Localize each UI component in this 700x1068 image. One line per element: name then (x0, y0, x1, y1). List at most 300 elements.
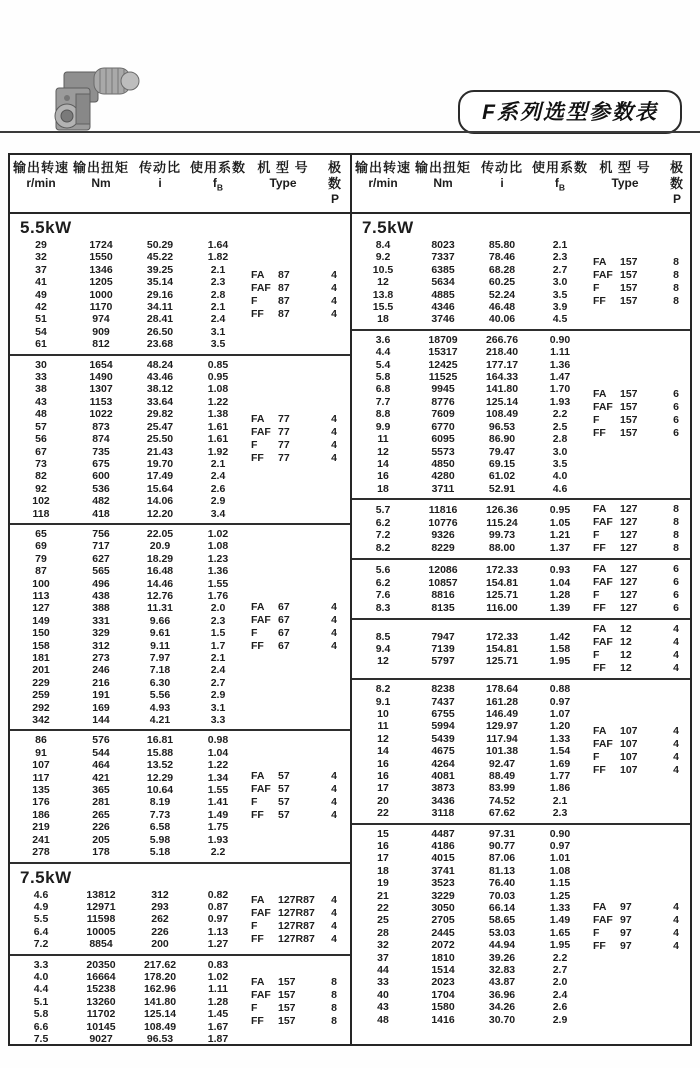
service-factor-value: 2.4 (210, 664, 226, 677)
output-speed-value: 3.6 (375, 333, 391, 346)
spec-row (10, 359, 246, 371)
output-speed-value: 67 (35, 445, 47, 458)
pole-count: 4 (331, 439, 337, 452)
pole-count: 6 (673, 589, 679, 602)
output-torque-value: 1170 (89, 301, 113, 314)
output-torque-value: 9027 (89, 1032, 113, 1044)
spec-row (352, 1014, 588, 1026)
output-torque-value: 6385 (431, 263, 455, 276)
model-prefix: FAF (593, 576, 613, 589)
output-torque-value: 1416 (431, 1013, 455, 1026)
model-prefix: FF (593, 764, 606, 777)
model-size: 87 (278, 307, 290, 320)
model-prefix: FF (593, 542, 606, 555)
service-factor-value: 1.41 (207, 796, 229, 809)
right-column-group (350, 214, 690, 1044)
model-prefix: FF (251, 932, 264, 945)
model-size: 107 (620, 751, 638, 764)
pole-count: 4 (331, 614, 337, 627)
col-header-output-torque: 输出扭矩 Nm (72, 160, 129, 190)
spec-row (352, 359, 588, 371)
output-speed-value: 5.1 (33, 995, 49, 1008)
output-speed-value: 16 (377, 769, 389, 782)
spec-row (10, 289, 246, 301)
model-type (246, 989, 319, 1002)
output-torque-value: 8816 (431, 589, 455, 602)
col-header-service-factor: 使用系数 $f_B$ (190, 160, 247, 193)
col-header-output-speed: 输出转速 r/min (12, 160, 69, 190)
output-torque-value: 10776 (428, 516, 458, 529)
spec-row (352, 264, 588, 276)
pole-count: 6 (673, 401, 679, 414)
model-prefix: F (593, 282, 600, 295)
service-factor-value: 1.02 (207, 970, 229, 983)
service-factor-value: 1.33 (549, 902, 571, 915)
model-type (588, 927, 661, 940)
spec-row (352, 1001, 588, 1013)
model-prefix: FF (251, 1014, 264, 1027)
service-factor-value: 1.39 (549, 601, 571, 614)
spec-row (352, 504, 588, 516)
output-speed-value: 6.2 (375, 576, 391, 589)
output-speed-value: 6.4 (33, 925, 49, 938)
output-speed-value: 32 (35, 251, 47, 264)
service-factor-value: 4.0 (552, 470, 568, 483)
output-speed-value: 149 (32, 614, 50, 627)
type-row (246, 920, 349, 933)
output-torque-value: 1346 (89, 263, 113, 276)
spec-row (352, 877, 588, 889)
spec-row (10, 796, 246, 808)
ratio-value: 16.81 (146, 734, 174, 747)
model-size: 87 (278, 281, 290, 294)
pole-count: 4 (331, 281, 337, 294)
type-block (246, 413, 349, 465)
output-torque-value: 5994 (431, 720, 455, 733)
data-rows (352, 683, 588, 819)
ratio-value: 12.20 (146, 507, 174, 520)
ratio-value: 58.65 (488, 914, 516, 927)
service-factor-value: 2.1 (210, 263, 226, 276)
service-factor-value: 0.90 (549, 333, 571, 346)
type-row (588, 914, 690, 927)
model-prefix: FA (251, 893, 265, 906)
table-header-left-group (10, 155, 350, 212)
service-factor-value: 1.69 (549, 757, 571, 770)
pole-count: 8 (673, 256, 679, 269)
spec-row (10, 689, 246, 701)
output-torque-value: 312 (92, 639, 110, 652)
ratio-value: 61.02 (488, 470, 516, 483)
ratio-value: 164.33 (485, 371, 519, 384)
service-factor-value: 0.85 (207, 358, 229, 371)
pole-count: 4 (331, 783, 337, 796)
output-torque-value: 6770 (431, 420, 455, 433)
model-size: 97 (620, 913, 632, 926)
output-speed-value: 7.6 (375, 589, 391, 602)
spec-row (352, 602, 588, 614)
model-size: 127 (620, 529, 638, 542)
output-speed-value: 54 (35, 325, 47, 338)
model-type (246, 894, 319, 907)
type-row (246, 614, 349, 627)
spec-row (10, 983, 246, 995)
spec-row (352, 577, 588, 589)
pole-count: 4 (331, 770, 337, 783)
type-row (246, 413, 349, 426)
spec-row (10, 508, 246, 520)
left-column-group (10, 214, 350, 1044)
pole-count: 8 (331, 988, 337, 1001)
type-row (588, 649, 690, 662)
ratio-value: 68.28 (488, 263, 516, 276)
service-factor-value: 0.97 (549, 695, 571, 708)
service-factor-value: 2.0 (210, 602, 226, 615)
type-block (246, 976, 349, 1028)
output-speed-value: 12 (377, 732, 389, 745)
output-speed-value: 28 (377, 926, 389, 939)
service-factor-value: 3.9 (552, 301, 568, 314)
power-rating-label: 7.5kW (20, 867, 72, 887)
model-size: 127 (620, 516, 638, 529)
output-speed-value: 82 (35, 470, 47, 483)
output-torque-value: 3741 (431, 864, 455, 877)
output-torque-value: 3229 (431, 889, 455, 902)
model-size: 157 (620, 256, 638, 269)
model-prefix: FAF (593, 401, 613, 414)
output-speed-value: 4.9 (33, 900, 49, 913)
type-block (588, 563, 690, 615)
ratio-value: 18.29 (146, 552, 174, 565)
output-speed-value: 22 (377, 807, 389, 820)
service-factor-value: 1.11 (550, 346, 570, 359)
type-row (588, 542, 690, 555)
service-factor-value: 2.3 (552, 807, 568, 820)
pole-count: 4 (331, 906, 337, 919)
model-prefix: F (593, 529, 600, 542)
pole-count: 4 (673, 623, 679, 636)
output-torque-value: 6095 (431, 433, 455, 446)
type-row (588, 563, 690, 576)
service-factor-value: 3.3 (210, 714, 226, 727)
ratio-value: 10.64 (146, 784, 174, 797)
type-row (588, 388, 690, 401)
ratio-value: 7.97 (149, 652, 171, 664)
spec-row (352, 383, 588, 395)
type-block (588, 256, 690, 308)
ratio-value: 34.11 (147, 301, 173, 314)
output-speed-value: 19 (377, 877, 389, 890)
spec-row (10, 338, 246, 350)
spec-row (10, 301, 246, 313)
service-factor-value: 2.6 (552, 1001, 568, 1014)
model-prefix: FA (593, 623, 607, 636)
ratio-value: 126.36 (485, 504, 519, 517)
service-factor-value: 1.28 (207, 995, 229, 1008)
spec-row (352, 745, 588, 757)
ratio-value: 52.24 (488, 288, 516, 301)
ratio-value: 21.43 (146, 445, 174, 458)
ratio-value: 172.33 (485, 564, 519, 577)
model-type (246, 809, 319, 822)
model-prefix: F (251, 919, 258, 932)
output-speed-value: 5.7 (375, 504, 391, 517)
ratio-value: 7.73 (149, 808, 171, 821)
service-factor-value: 1.49 (207, 808, 229, 821)
service-factor-value: 1.28 (549, 589, 571, 602)
ratio-value: 32.83 (488, 964, 516, 977)
ratio-value: 115.24 (486, 516, 518, 529)
service-factor-value: 1.11 (208, 983, 228, 996)
output-speed-value: 16 (377, 470, 389, 483)
output-torque-value: 226 (92, 821, 110, 834)
spec-row (10, 640, 246, 652)
service-factor-value: 2.8 (552, 433, 568, 446)
service-factor-value: 1.70 (549, 383, 571, 396)
ratio-value: 29.16 (146, 288, 174, 301)
output-torque-value: 7139 (431, 642, 455, 655)
output-speed-value: 20 (377, 794, 389, 807)
spec-row (10, 528, 246, 540)
pole-count: 4 (331, 601, 337, 614)
service-factor-value: 1.38 (207, 408, 229, 421)
service-factor-value: 1.77 (549, 769, 571, 782)
ratio-value: 162.96 (143, 983, 177, 996)
output-speed-value: 342 (32, 714, 50, 727)
output-speed-value: 12 (377, 445, 389, 458)
service-factor-value: 1.08 (207, 383, 229, 396)
pole-count: 8 (331, 975, 337, 988)
output-torque-value: 1022 (89, 408, 113, 421)
output-speed-value: 37 (35, 263, 47, 276)
output-speed-value: 30 (35, 358, 47, 371)
ratio-value: 4.93 (149, 701, 171, 714)
type-row (246, 426, 349, 439)
ratio-value: 9.66 (149, 614, 171, 627)
output-speed-value: 42 (35, 301, 47, 314)
model-type (246, 452, 319, 465)
ratio-value: 5.98 (149, 833, 171, 846)
type-block (246, 770, 349, 822)
service-factor-value: 2.8 (210, 288, 226, 301)
type-row (588, 927, 690, 940)
service-factor-value: 1.33 (549, 732, 571, 745)
pole-count: 8 (331, 1001, 337, 1014)
model-size: 157 (620, 269, 638, 282)
output-torque-value: 1580 (431, 1001, 455, 1014)
ratio-value: 15.88 (146, 746, 174, 759)
model-size: 157 (278, 975, 296, 988)
spec-section (10, 954, 350, 1044)
output-torque-value: 2705 (431, 914, 455, 927)
output-torque-value: 4264 (431, 757, 455, 770)
model-prefix: F (251, 627, 258, 640)
model-type (246, 601, 319, 614)
output-speed-value: 22 (377, 902, 389, 915)
output-speed-value: 69 (35, 540, 47, 553)
output-speed-value: 14 (377, 745, 389, 758)
service-factor-value: 1.22 (207, 395, 229, 408)
type-row (246, 770, 349, 783)
output-torque-value: 2023 (431, 976, 455, 989)
spec-row (10, 408, 246, 420)
ratio-value: 20.9 (149, 540, 171, 553)
spec-row (10, 326, 246, 338)
type-row (588, 295, 690, 308)
model-size: 127 (620, 542, 638, 555)
section-body (352, 623, 690, 675)
output-torque-value: 8229 (431, 541, 455, 554)
spec-row (352, 696, 588, 708)
spec-row (10, 959, 246, 971)
ratio-value: 78.46 (488, 251, 516, 264)
service-factor-value: 2.1 (210, 301, 226, 314)
spec-row (10, 578, 246, 590)
output-torque-value: 169 (92, 701, 110, 714)
model-size: 127 (620, 602, 638, 615)
output-torque-value: 16664 (86, 970, 116, 983)
spec-section (10, 354, 350, 523)
pole-count: 4 (331, 307, 337, 320)
output-torque-value: 418 (92, 507, 110, 520)
spec-section (352, 618, 690, 678)
service-factor-value: 1.82 (207, 251, 229, 264)
output-speed-value: 9.4 (375, 642, 391, 655)
output-torque-value: 1654 (89, 358, 113, 371)
model-type (588, 589, 661, 602)
pole-count: 4 (331, 627, 337, 640)
model-type (246, 627, 319, 640)
output-speed-value: 14 (377, 457, 389, 470)
model-type (588, 401, 661, 414)
output-speed-value: 3.3 (33, 958, 49, 971)
output-torque-value: 4186 (431, 840, 455, 852)
model-size: 157 (620, 282, 638, 295)
spec-row (10, 846, 246, 858)
model-type (246, 439, 319, 452)
spec-row (352, 782, 588, 794)
output-torque-value: 464 (92, 759, 110, 772)
spec-row (10, 251, 246, 263)
model-type (588, 282, 661, 295)
col-header-type: 机 型 号 Type (257, 160, 309, 190)
output-torque-value: 756 (92, 527, 110, 540)
type-row (588, 576, 690, 589)
spec-row (352, 795, 588, 807)
output-speed-value: 48 (35, 408, 47, 421)
ratio-value: 92.47 (488, 757, 516, 770)
service-factor-value: 3.5 (210, 338, 226, 351)
spec-row (10, 1021, 246, 1033)
ratio-value: 8.19 (149, 796, 171, 809)
spec-row (10, 433, 246, 445)
output-torque-value: 717 (92, 540, 110, 553)
output-torque-value: 15317 (428, 346, 458, 359)
spec-section (10, 862, 350, 954)
spec-row (10, 702, 246, 714)
service-factor-value: 1.76 (207, 589, 229, 602)
output-speed-value: 16 (377, 757, 389, 770)
model-prefix: FAF (593, 636, 613, 649)
section-body (352, 239, 690, 326)
ratio-value: 26.50 (146, 325, 174, 338)
header-divider (0, 131, 700, 133)
output-speed-value: 40 (377, 988, 389, 1001)
spec-row (352, 865, 588, 877)
pole-count: 8 (673, 282, 679, 295)
ratio-value: 7.18 (149, 664, 171, 677)
service-factor-value: 1.21 (549, 529, 571, 542)
model-size: 87 (278, 268, 290, 281)
output-torque-value: 281 (92, 796, 110, 809)
service-factor-value: 1.36 (549, 358, 571, 371)
output-torque-value: 12971 (86, 900, 116, 913)
pole-count: 4 (331, 294, 337, 307)
spec-row (352, 433, 588, 445)
spec-row (352, 542, 588, 554)
model-size: 157 (620, 388, 638, 401)
spec-row (352, 890, 588, 902)
spec-row (10, 652, 246, 664)
ratio-value: 70.03 (488, 889, 516, 902)
output-torque-value: 1550 (89, 251, 113, 264)
output-torque-value: 9326 (431, 529, 455, 542)
output-torque-value: 10145 (86, 1020, 116, 1033)
model-prefix: FA (593, 503, 607, 516)
model-prefix: FF (593, 662, 606, 675)
model-prefix: FAF (251, 614, 271, 627)
type-block (246, 269, 349, 321)
spec-row (10, 276, 246, 288)
model-prefix: F (593, 589, 600, 602)
output-speed-value: 13.8 (372, 288, 394, 301)
output-torque-value: 9945 (431, 383, 455, 396)
model-prefix: FA (593, 563, 607, 576)
output-speed-value: 181 (32, 652, 50, 664)
model-type (246, 426, 319, 439)
spec-row (10, 677, 246, 689)
ratio-value: 97.31 (488, 827, 516, 840)
output-speed-value: 201 (32, 664, 50, 677)
output-torque-value: 2445 (431, 926, 455, 939)
ratio-value: 29.82 (146, 408, 174, 421)
output-speed-value: 11 (377, 720, 389, 733)
service-factor-value: 1.49 (549, 914, 571, 927)
pole-count: 8 (331, 1014, 337, 1027)
ratio-value: 35.14 (146, 276, 174, 289)
ratio-value: 88.49 (488, 769, 516, 782)
output-torque-value: 1514 (431, 964, 455, 977)
model-prefix: FAF (251, 988, 271, 1001)
spec-row (352, 733, 588, 745)
spec-row (352, 655, 588, 667)
service-factor-value: 1.55 (207, 784, 229, 797)
output-speed-value: 18 (377, 482, 389, 495)
output-speed-value: 8.3 (375, 601, 391, 614)
output-speed-value: 33 (35, 371, 47, 384)
model-size: 107 (620, 738, 638, 751)
type-row (588, 503, 690, 516)
type-row (588, 427, 690, 440)
pole-count: 8 (673, 542, 679, 555)
pole-count: 4 (331, 413, 337, 426)
spec-row (352, 927, 588, 939)
section-body (10, 889, 350, 951)
section-body (352, 503, 690, 555)
output-torque-value: 3873 (431, 782, 455, 795)
output-speed-value: 9.2 (375, 251, 391, 264)
ratio-value: 39.25 (146, 263, 174, 276)
